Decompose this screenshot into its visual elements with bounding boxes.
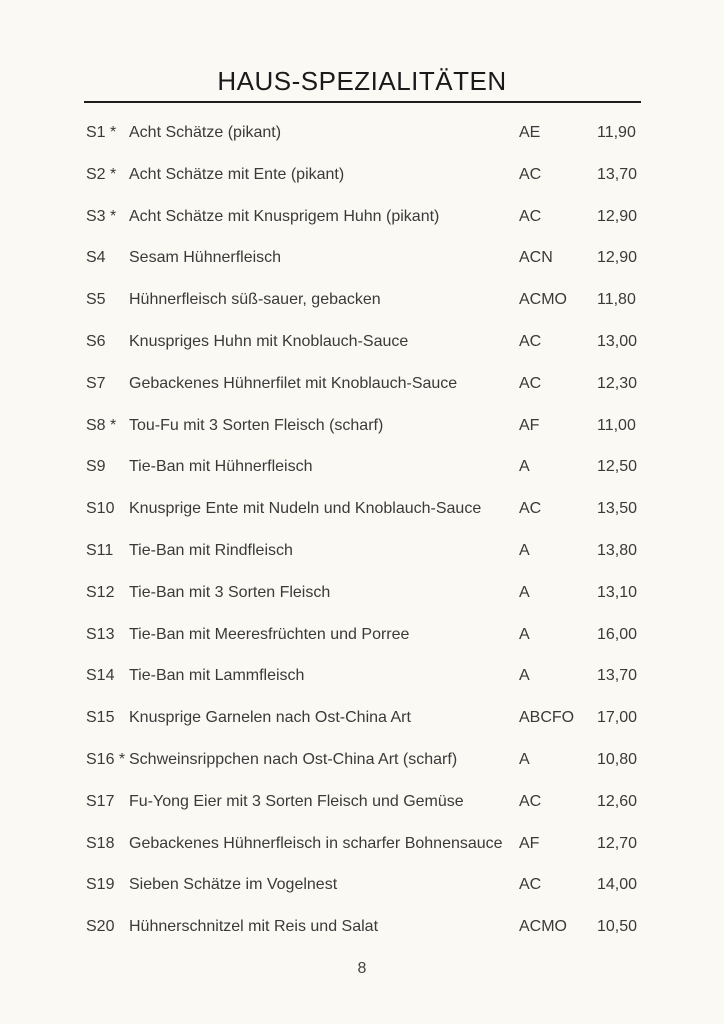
item-price: 11,80 xyxy=(597,291,636,309)
item-price: 12,50 xyxy=(597,458,638,476)
item-allergens: AC xyxy=(519,165,542,183)
item-allergens: AC xyxy=(519,500,542,518)
item-allergens: ACMO xyxy=(519,918,567,936)
item-price: 13,10 xyxy=(597,583,638,601)
item-allergens: AC xyxy=(519,374,542,392)
item-code: S13 xyxy=(86,625,115,643)
item-price: 12,90 xyxy=(597,249,638,267)
page-title: HAUS-SPEZIALITÄTEN xyxy=(217,66,507,96)
item-allergens: A xyxy=(519,625,530,643)
item-price: 13,00 xyxy=(597,333,638,350)
item-code: S4 xyxy=(86,249,106,267)
item-allergens: A xyxy=(519,667,530,685)
menu-item xyxy=(0,246,724,270)
menu-item xyxy=(0,915,724,939)
item-allergens: AC xyxy=(519,792,542,810)
menu-item xyxy=(0,163,724,187)
item-code: S10 xyxy=(86,500,115,518)
item-code: S7 xyxy=(86,374,106,392)
item-code: S9 xyxy=(86,458,106,476)
menu-item xyxy=(0,288,724,312)
item-name: Tie-Ban mit 3 Sorten Fleisch xyxy=(129,583,331,601)
item-name: Tie-Ban mit Hühnerfleisch xyxy=(129,458,313,476)
item-name: Acht Schätze (pikant) xyxy=(129,124,282,141)
item-allergens: AE xyxy=(519,124,541,141)
item-code: S5 xyxy=(86,291,106,309)
item-code: S19 xyxy=(86,876,115,894)
menu-item xyxy=(0,205,724,229)
menu-item xyxy=(0,790,724,814)
menu-item xyxy=(0,455,724,479)
item-allergens: ACMO xyxy=(519,291,567,309)
item-price: 10,50 xyxy=(597,918,638,936)
item-name: Hühnerschnitzel mit Reis und Salat xyxy=(129,918,379,936)
menu-item xyxy=(0,539,724,563)
item-price: 12,30 xyxy=(597,374,638,392)
item-code: S8 * xyxy=(86,416,117,434)
item-price: 13,70 xyxy=(597,667,638,685)
item-name: Tie-Ban mit Lammfleisch xyxy=(129,667,305,685)
menu-item xyxy=(0,706,724,730)
menu-item xyxy=(0,664,724,688)
item-name: Acht Schätze mit Knusprigem Huhn (pikant) xyxy=(129,207,440,225)
item-allergens: ABCFO xyxy=(519,709,575,727)
page-number: 8 xyxy=(357,960,367,977)
item-name: Schweinsrippchen nach Ost-China Art (scharf) xyxy=(129,751,458,768)
item-price: 12,60 xyxy=(597,792,638,810)
item-price: 12,90 xyxy=(597,207,638,225)
item-allergens: AF xyxy=(519,834,540,852)
item-code: S18 xyxy=(86,834,115,852)
item-price: 13,70 xyxy=(597,165,638,183)
item-allergens: A xyxy=(519,751,530,768)
menu-item xyxy=(0,873,724,897)
item-allergens: AC xyxy=(519,333,542,350)
item-price: 13,80 xyxy=(597,542,638,559)
item-name: Knusprige Ente mit Nudeln und Knoblauch-Sauce xyxy=(129,500,482,518)
item-price: 13,50 xyxy=(597,500,638,518)
item-price: 16,00 xyxy=(597,625,638,643)
item-code: S11 xyxy=(86,542,114,559)
item-price: 10,80 xyxy=(597,751,638,768)
item-allergens: AC xyxy=(519,876,542,894)
item-allergens: A xyxy=(519,542,530,559)
menu-item xyxy=(0,832,724,856)
item-price: 11,00 xyxy=(597,416,636,434)
item-name: Fu-Yong Eier mit 3 Sorten Fleisch und Gemüse xyxy=(129,792,464,810)
item-code: S16 * xyxy=(86,751,126,768)
item-price: 11,90 xyxy=(597,124,636,141)
item-code: S1 * xyxy=(86,124,117,141)
item-code: S17 xyxy=(86,792,115,810)
item-name: Knuspriges Huhn mit Knoblauch-Sauce xyxy=(129,333,409,350)
item-code: S3 * xyxy=(86,207,117,225)
menu-item xyxy=(0,121,724,145)
item-code: S20 xyxy=(86,918,115,936)
item-name: Hühnerfleisch süß-sauer, gebacken xyxy=(129,291,381,309)
menu-item xyxy=(0,623,724,647)
item-allergens: A xyxy=(519,583,530,601)
menu-item xyxy=(0,414,724,438)
menu-item xyxy=(0,330,724,354)
item-allergens: ACN xyxy=(519,249,553,267)
item-code: S14 xyxy=(86,667,115,685)
item-code: S15 xyxy=(86,709,115,727)
item-name: Knusprige Garnelen nach Ost-China Art xyxy=(129,709,411,727)
item-name: Tou-Fu mit 3 Sorten Fleisch (scharf) xyxy=(129,416,384,434)
item-code: S6 xyxy=(86,333,106,350)
menu-item xyxy=(0,748,724,772)
menu-item xyxy=(0,497,724,521)
item-name: Acht Schätze mit Ente (pikant) xyxy=(129,165,345,183)
item-name: Tie-Ban mit Rindfleisch xyxy=(129,542,293,559)
item-allergens: AF xyxy=(519,416,540,434)
item-code: S12 xyxy=(86,583,115,601)
item-name: Tie-Ban mit Meeresfrüchten und Porree xyxy=(129,625,410,643)
item-price: 17,00 xyxy=(597,709,638,727)
item-allergens: A xyxy=(519,458,530,476)
item-price: 12,70 xyxy=(597,834,638,852)
item-code: S2 * xyxy=(86,165,117,183)
item-allergens: AC xyxy=(519,207,542,225)
item-name: Gebackenes Hühnerfleisch in scharfer Bohnensauce xyxy=(129,834,503,852)
item-name: Gebackenes Hühnerfilet mit Knoblauch-Sauce xyxy=(129,374,458,392)
item-name: Sieben Schätze im Vogelnest xyxy=(129,876,338,894)
menu-item xyxy=(0,372,724,396)
item-price: 14,00 xyxy=(597,876,638,894)
item-name: Sesam Hühnerfleisch xyxy=(129,249,282,267)
title-divider xyxy=(84,101,641,103)
menu-item xyxy=(0,581,724,605)
